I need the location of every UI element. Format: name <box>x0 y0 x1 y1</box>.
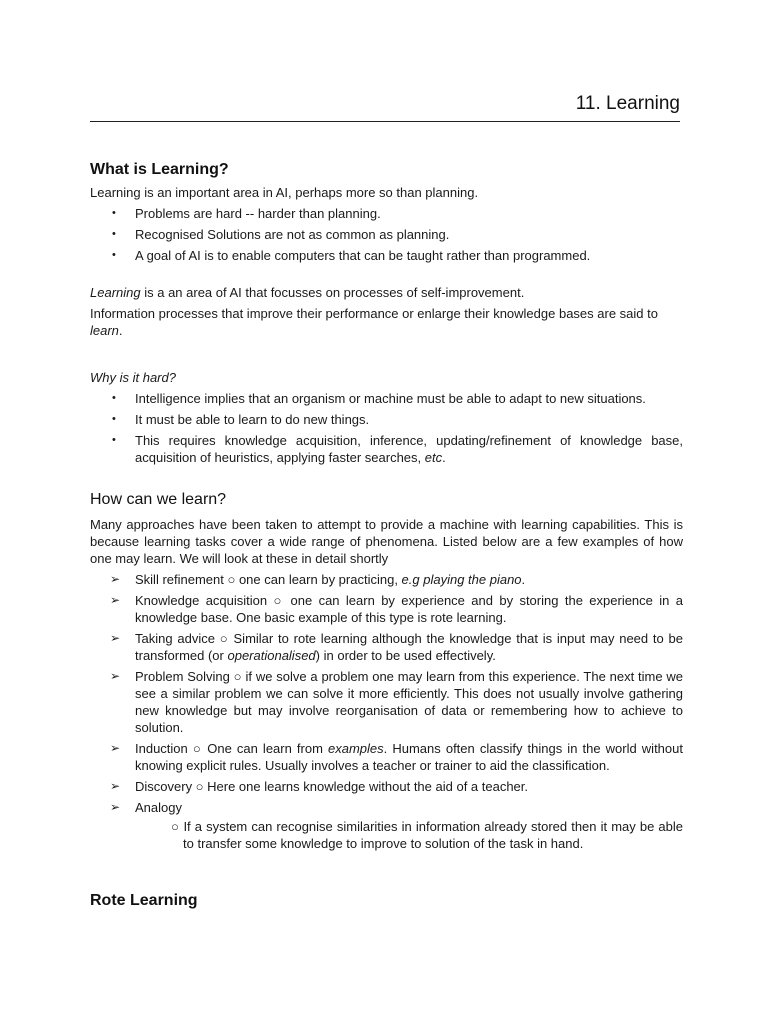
section-why-hard <box>90 369 683 466</box>
list-item: • This requires knowledge acquisition, inference, updating/refinement of knowledge base, acquisition of heuristics, applying faster searches, etc. <box>112 433 683 465</box>
circle-bullet-icon: ○ <box>171 819 184 834</box>
chapter-title: 11. Learning <box>575 93 680 114</box>
list-item: • Recognised Solutions are not as common as planning. <box>112 227 450 242</box>
sub-list <box>135 818 683 852</box>
list-item: ➢ Discovery ○ Here one learns knowledge without the aid of a teacher. <box>110 779 529 794</box>
bullet-icon: • <box>112 228 116 240</box>
list-item: • Problems are hard -- harder than planning. <box>112 206 381 221</box>
arrow-bullet-icon: ➢ <box>110 669 121 683</box>
bullet-list <box>90 205 683 264</box>
bullet-icon: • <box>112 392 116 404</box>
bullet-icon: • <box>112 413 116 425</box>
bullet-icon: • <box>112 249 116 261</box>
info-paragraph: Information processes that improve their performance or enlarge their knowledge bases are said to learn. <box>90 306 658 338</box>
arrow-bullet-icon: ➢ <box>110 631 121 645</box>
subsection-heading: Why is it hard? <box>90 370 176 385</box>
sub-list-item: ○ If a system can recognise similarities in information already stored then it may be able to transfer some knowledge to improve to solution of the task in hand. <box>171 819 683 851</box>
list-item: ➢ Skill refinement ○ one can learn by practicing, e.g playing the piano. <box>110 572 526 587</box>
approach-list <box>90 571 683 852</box>
list-item: ➢ Induction ○ One can learn from examples. Humans often classify things in the world without knowing explicit rules. Usually involves a teacher or trainer to aid the classification. <box>110 741 683 773</box>
intro-paragraph: Learning is an important area in AI, perhaps more so than planning. <box>90 185 479 200</box>
section-how-learn <box>90 490 683 852</box>
section-rote-learning <box>90 891 683 911</box>
list-item: ➢ Problem Solving ○ if we solve a problem one may learn from this experience. The next time we see a similar problem we can solve it more efficiently. This does not usually involve gathering new knowledge but may involve reorganisation of data or remembering how to achieve to solution. <box>110 669 683 735</box>
section-heading: How can we learn? <box>90 491 227 508</box>
arrow-bullet-icon: ➢ <box>110 572 121 586</box>
list-item: ➢ Analogy ○ If a system can recognise similarities in information already stored then it may be able to transfer some knowledge to improve to solution of the task in hand. <box>110 800 683 851</box>
header-rule <box>90 121 680 122</box>
bullet-list <box>90 390 683 466</box>
arrow-bullet-icon: ➢ <box>110 800 121 814</box>
arrow-bullet-icon: ➢ <box>110 593 121 607</box>
section-what-is-learning <box>90 160 683 339</box>
bullet-icon: • <box>112 434 116 446</box>
list-item: ➢ Taking advice ○ Similar to rote learning although the knowledge that is input may need to be transformed (or operationalised) in order to be used effectively. <box>110 631 683 663</box>
list-item: ➢ Knowledge acquisition ○ one can learn by experience and by storing the experience in a knowledge base. One basic example of this type is rote learning. <box>110 593 683 625</box>
section-heading: Rote Learning <box>90 892 198 909</box>
intro-paragraph: Many approaches have been taken to attempt to provide a machine with learning capabilities. This is because learning tasks cover a wide range of phenomena. Listed below are a few examples of how one may learn. We will look at these in detail shortly <box>90 517 683 566</box>
definition-paragraph: Learning is a an area of AI that focusses on processes of self-improvement. <box>90 285 525 300</box>
bullet-icon: • <box>112 207 116 219</box>
section-heading: What is Learning? <box>90 161 229 178</box>
list-item: • A goal of AI is to enable computers that can be taught rather than programmed. <box>112 248 591 263</box>
list-item: • Intelligence implies that an organism or machine must be able to adapt to new situations. <box>112 391 646 406</box>
list-item: • It must be able to learn to do new things. <box>112 412 370 427</box>
arrow-bullet-icon: ➢ <box>110 779 121 793</box>
arrow-bullet-icon: ➢ <box>110 741 121 755</box>
